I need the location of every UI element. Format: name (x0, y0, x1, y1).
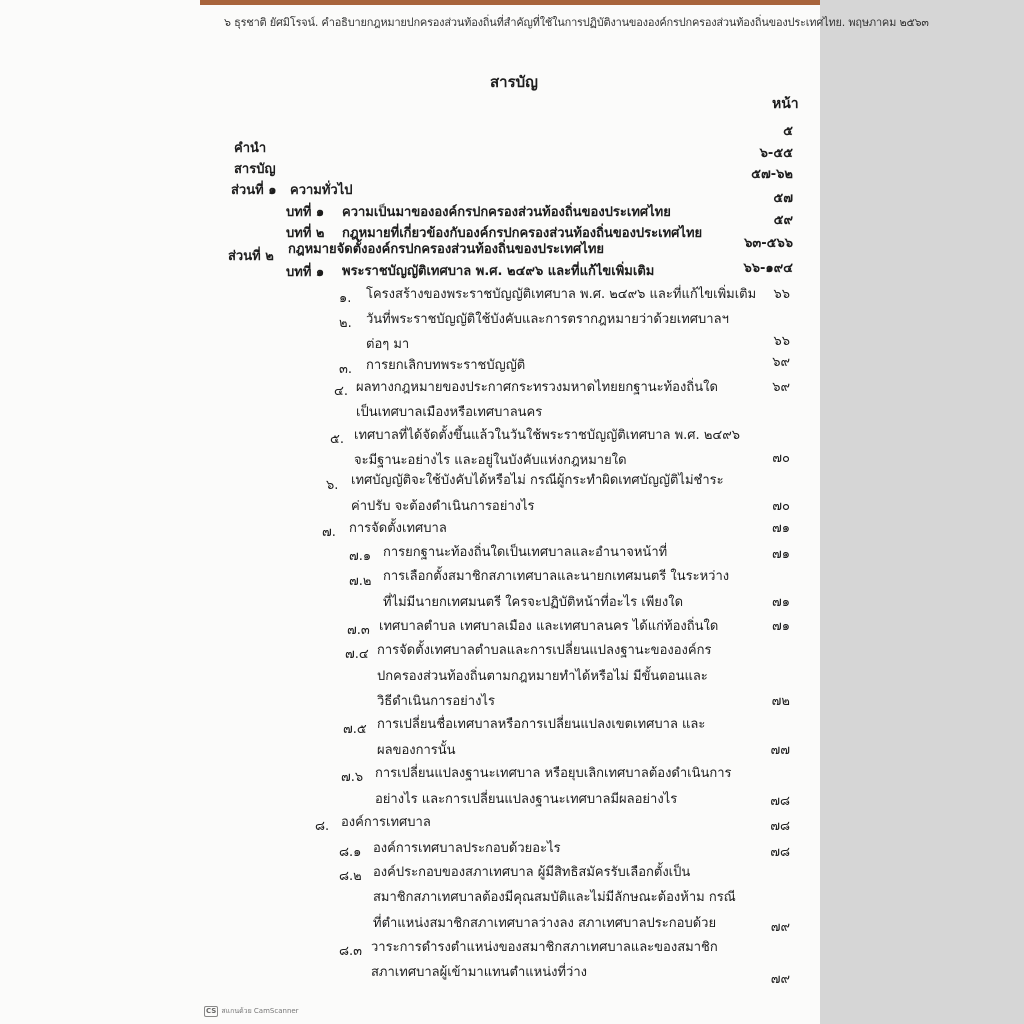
toc-item-number: ๗.๖ (341, 770, 364, 785)
toc-item-number: ๘.๒ (339, 869, 362, 884)
toc-item-number: ๗. (322, 525, 336, 540)
toc-page-number: ๖๙ (772, 355, 790, 370)
toc-entry-text-continued: ที่ตำแหน่งสมาชิกสภาเทศบาลว่างลง สภาเทศบาลประกอบด้วย (373, 916, 717, 931)
toc-entry-text: เทศบาลที่ได้จัดตั้งขึ้นแล้วในวันใช้พระราชบัญญัติเทศบาล พ.ศ. ๒๔๙๖ (354, 428, 740, 443)
toc-entry-text-continued: ปกครองส่วนท้องถิ่นตามกฎหมายทำได้หรือไม่ มีขั้นตอนและ (377, 669, 708, 684)
toc-entry-text: องค์ประกอบของสภาเทศบาล ผู้มีสิทธิสมัครรับเลือกตั้งเป็น (373, 865, 691, 880)
toc-entry-text: ความทั่วไป (290, 183, 353, 198)
toc-item-number: ๒. (339, 316, 352, 331)
toc-item-number: ๘. (315, 819, 330, 834)
toc-page-number: ๗๗ (770, 743, 790, 758)
toc-entry-text: การจัดตั้งเทศบาล (349, 521, 447, 536)
toc-entry-text-continued: สมาชิกสภาเทศบาลต้องมีคุณสมบัติและไม่มีลักษณะต้องห้าม กรณี (373, 890, 736, 905)
toc-page-number: ๗๘ (770, 845, 790, 860)
toc-entry-text: กฎหมายที่เกี่ยวข้องกับองค์กรปกครองส่วนท้องถิ่นของประเทศไทย (342, 226, 703, 241)
toc-entry-text-continued: สภาเทศบาลผู้เข้ามาแทนตำแหน่งที่ว่าง (371, 965, 587, 980)
toc-chapter-label: บทที่ ๑ (286, 265, 325, 280)
toc-entry-text: การเปลี่ยนแปลงฐานะเทศบาล หรือยุบเลิกเทศบาลต้องดำเนินการ (375, 766, 732, 781)
toc-page-number: ๗๐ (772, 499, 790, 514)
toc-entry-text-continued: ค่าปรับ จะต้องดำเนินการอย่างไร (351, 499, 535, 514)
toc-page-number: ๖๓-๕๖๖ (744, 236, 793, 251)
toc-entry-text: ความเป็นมาขององค์กรปกครองส่วนท้องถิ่นของประเทศไทย (342, 205, 671, 220)
toc-entry-text: กฎหมายจัดตั้งองค์กรปกครองส่วนท้องถิ่นของประเทศไทย (288, 242, 605, 257)
toc-item-number: ๑. (339, 291, 352, 306)
page-title: สารบัญ (490, 73, 538, 91)
toc-page-number: ๖๖ (773, 287, 790, 302)
toc-page-number: ๗๙ (770, 972, 790, 987)
toc-entry-text: องค์การเทศบาล (341, 815, 431, 830)
toc-item-number: ๗.๓ (347, 623, 370, 638)
toc-entry-text-continued: วิธีดำเนินการอย่างไร (377, 694, 495, 709)
toc-entry-text-continued: ต่อๆ มา (366, 337, 410, 352)
toc-chapter-label: บทที่ ๒ (286, 226, 325, 241)
toc-entry-text: พระราชบัญญัติเทศบาล พ.ศ. ๒๔๙๖ และที่แก้ไขเพิ่มเติม (342, 264, 655, 279)
toc-item-number: ๘.๑ (339, 845, 362, 860)
toc-page-number: ๖๖ (773, 334, 790, 349)
toc-page-number: ๖๙ (772, 380, 790, 395)
toc-entry-text: ผลทางกฎหมายของประกาศกระทรวงมหาดไทยยกฐานะท้องถิ่นใด (356, 380, 718, 395)
toc-entry-text: เทศบาลตำบล เทศบาลเมือง และเทศบาลนคร ได้แก่ท้องถิ่นใด (379, 619, 719, 634)
toc-entry-text: วาระการดำรงตำแหน่งของสมาชิกสภาเทศบาลและของสมาชิก (371, 940, 718, 955)
toc-entry-text: องค์การเทศบาลประกอบด้วยอะไร (373, 841, 561, 856)
toc-item-number: ๖. (326, 478, 339, 493)
toc-item-number: ๗.๑ (349, 549, 372, 564)
toc-entry-text: คำนำ (234, 141, 267, 156)
toc-entry-text: การยกฐานะท้องถิ่นใดเป็นเทศบาลและอำนาจหน้าที่ (383, 545, 668, 560)
toc-page-number: ๕๙ (773, 213, 793, 228)
toc-page-number: ๖๖-๑๙๔ (743, 261, 793, 276)
toc-item-number: ๘.๓ (339, 944, 363, 959)
scanner-watermark (204, 1005, 299, 1017)
toc-page-number: ๗๙ (770, 920, 790, 935)
toc-page-number: ๗๘ (770, 794, 790, 809)
running-header: ๖ ธุรชาติ ยัศมิโรจน์. คำอธิบายกฎหมายปกครองส่วนท้องถิ่นที่สำคัญที่ใช้ในการปฏิบัติงานขององค์กรปกครองส่วนท้องถิ่นของประเทศไทย. พฤษภาคม ๒๕๖๓ (224, 16, 929, 29)
toc-page-number: ๗๑ (771, 547, 790, 562)
toc-entry-text: การยกเลิกบทพระราชบัญญัติ (366, 358, 526, 373)
toc-page-number: ๕ (783, 124, 793, 139)
toc-entry-text: การจัดตั้งเทศบาลตำบลและการเปลี่ยนแปลงฐานะขององค์กร (377, 643, 712, 658)
toc-item-number: ๓. (339, 362, 353, 377)
toc-item-number: ๔. (334, 384, 348, 399)
toc-entry-text-continued: จะมีฐานะอย่างไร และอยู่ในบังคับแห่งกฎหมายใด (354, 453, 627, 468)
toc-entry-text: การเลือกตั้งสมาชิกสภาเทศบาลและนายกเทศมนตรี ในระหว่าง (383, 569, 730, 584)
toc-page-number: ๗๑ (771, 619, 790, 634)
toc-entry-text: โครงสร้างของพระราชบัญญัติเทศบาล พ.ศ. ๒๔๙๖ และที่แก้ไขเพิ่มเติม (366, 287, 757, 302)
camscanner-logo-icon: CS (206, 1006, 217, 1015)
toc-entry-text-continued: ที่ไม่มีนายกเทศมนตรี ใครจะปฏิบัติหน้าที่อะไร เพียงใด (383, 595, 684, 610)
toc-entry-text-continued: ผลของการนั้น (377, 743, 456, 758)
toc-page-number: ๖-๕๕ (759, 146, 793, 161)
toc-chapter-label: บทที่ ๑ (286, 205, 325, 220)
toc-entry-text: เทศบัญญัติจะใช้บังคับได้หรือไม่ กรณีผู้กระทำผิดเทศบัญญัติไม่ชำระ (351, 473, 724, 488)
toc-page-number: ๗๒ (771, 694, 790, 709)
toc-item-number: ๗.๔ (345, 647, 369, 662)
page-column-label: หน้า (772, 96, 799, 112)
toc-entry-text-continued: เป็นเทศบาลเมืองหรือเทศบาลนคร (356, 405, 543, 420)
toc-item-number: ๗.๒ (349, 574, 372, 589)
toc-page-number: ๕๗-๖๒ (751, 167, 793, 182)
toc-entry-text-continued: อย่างไร และการเปลี่ยนแปลงฐานะเทศบาลมีผลอย่างไร (375, 792, 678, 807)
toc-page-number: ๕๗ (773, 191, 793, 206)
toc-item-number: ๗.๕ (343, 722, 367, 737)
toc-page-number: ๗๑ (771, 521, 790, 536)
toc-page-number: ๗๘ (770, 819, 790, 834)
toc-page-number: ๗๑ (771, 595, 790, 610)
book-cover-edge (200, 0, 820, 5)
toc-page-number: ๗๐ (772, 451, 790, 466)
toc-entry-text: วันที่พระราชบัญญัติใช้บังคับและการตรากฎหมายว่าด้วยเทศบาลฯ (366, 312, 729, 327)
background-outside-page (820, 0, 1024, 1024)
watermark-text: สแกนด้วย CamScanner (221, 1006, 299, 1015)
toc-part-label: ส่วนที่ ๑ (231, 183, 277, 198)
toc-item-number: ๕. (330, 432, 344, 447)
toc-part-label: ส่วนที่ ๒ (228, 249, 274, 264)
toc-entry-text: สารบัญ (234, 162, 276, 177)
toc-entry-text: การเปลี่ยนชื่อเทศบาลหรือการเปลี่ยนแปลงเขตเทศบาล และ (377, 717, 706, 732)
